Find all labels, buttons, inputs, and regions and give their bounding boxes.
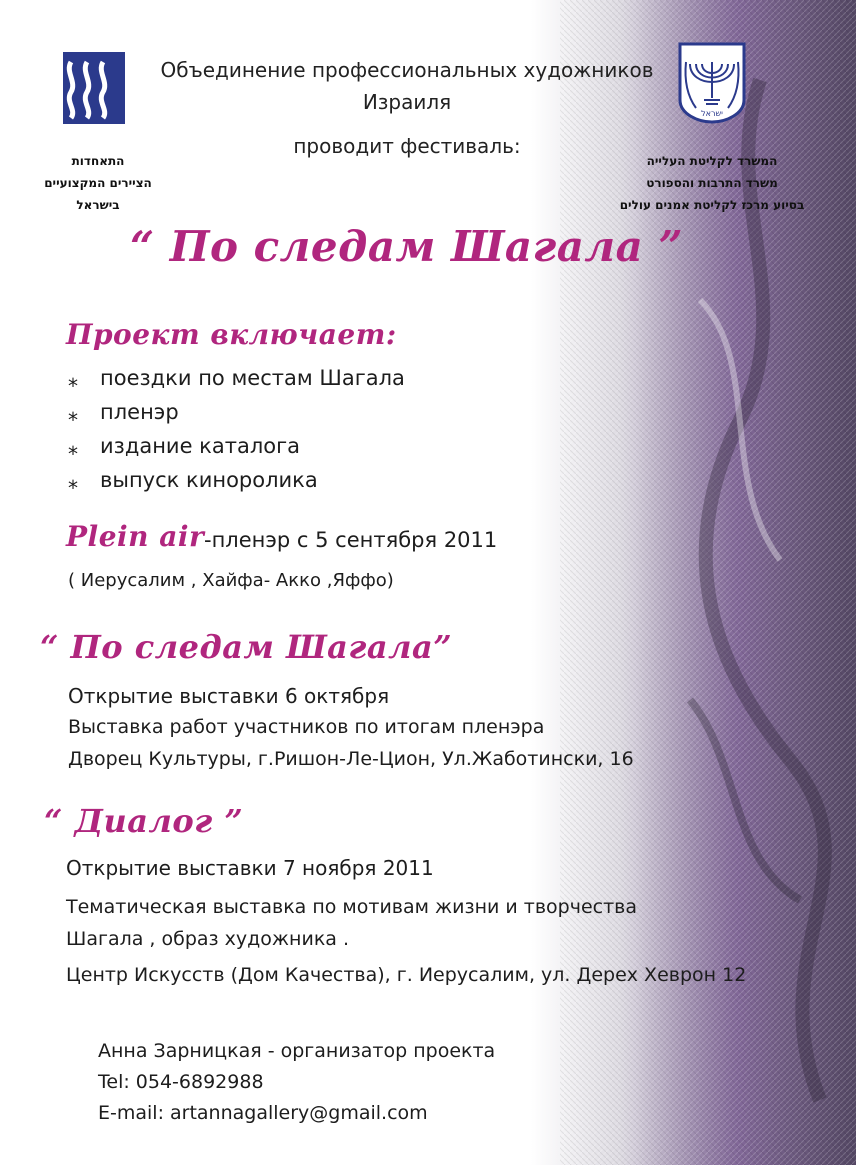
project-heading: Проект включает: xyxy=(66,318,397,351)
exhibition-2-place: Центр Искусств (Дом Качества), г. Иерусалим, ул. Дерех Хеврон 12 xyxy=(66,964,747,986)
bullet-star: * xyxy=(68,374,78,398)
hebrew-right-line-3: בסיוע מרכז לקליטת אמנים עולים xyxy=(619,198,805,212)
exhibition-1-place: Дворец Культуры, г.Ришон-Ле-Цион, Ул.Жаботински, 16 xyxy=(68,748,634,770)
bullet-star: * xyxy=(68,476,78,500)
artists-union-logo xyxy=(63,52,125,124)
bullet-star: * xyxy=(68,408,78,432)
plein-air-text: -пленэр с 5 сентября 2011 xyxy=(204,528,498,552)
exhibition-2-title: “ Диалог ” xyxy=(44,802,244,840)
plein-air-label: Plein air xyxy=(66,520,205,553)
menorah-emblem xyxy=(676,42,748,124)
hebrew-right-block xyxy=(600,150,824,216)
hebrew-left-line-3: בישראל xyxy=(76,198,120,212)
hebrew-right-line-2: משרד התרבות והספורט xyxy=(646,176,778,190)
svg-text:ישראל: ישראל xyxy=(701,109,723,118)
exhibition-1-opening: Открытие выставки 6 октября xyxy=(68,684,390,708)
contact-email[interactable]: E-mail: artannagallery@gmail.com xyxy=(98,1102,428,1124)
exhibition-2-desc-1: Тематическая выставка по мотивам жизни и творчества xyxy=(66,896,638,918)
exhibition-1-title: “ По следам Шагала” xyxy=(40,628,453,666)
hebrew-left-line-2: הציירים המקצועיים xyxy=(44,176,152,190)
plein-air-cities: ( Иерусалим , Хайфа- Акко ,Яффо) xyxy=(68,570,394,591)
project-item-3: издание каталога xyxy=(100,434,301,458)
contact-phone: Tel: 054-6892988 xyxy=(98,1071,264,1093)
exhibition-2-opening: Открытие выставки 7 ноября 2011 xyxy=(66,856,434,880)
hebrew-left-block xyxy=(28,150,168,216)
exhibition-2-desc-2: Шагала , образ художника . xyxy=(66,928,350,950)
project-item-1: поездки по местам Шагала xyxy=(100,366,405,390)
hebrew-left-line-1: התאחדות xyxy=(71,154,125,168)
header-line-1: Объединение профессиональных художников xyxy=(160,58,654,82)
bullet-star: * xyxy=(68,442,78,466)
header-line-3: проводит фестиваль: xyxy=(293,134,521,158)
project-item-2: пленэр xyxy=(100,400,179,424)
project-item-4: выпуск киноролика xyxy=(100,468,318,492)
festival-title: “ По следам Шагала ” xyxy=(130,222,684,271)
header-line-2: Израиля xyxy=(362,90,452,114)
exhibition-1-desc: Выставка работ участников по итогам пленэра xyxy=(68,716,545,738)
hebrew-right-line-1: המשרד לקליטת העלייה xyxy=(646,154,778,168)
contact-organizer: Анна Зарницкая - организатор проекта xyxy=(98,1040,496,1062)
